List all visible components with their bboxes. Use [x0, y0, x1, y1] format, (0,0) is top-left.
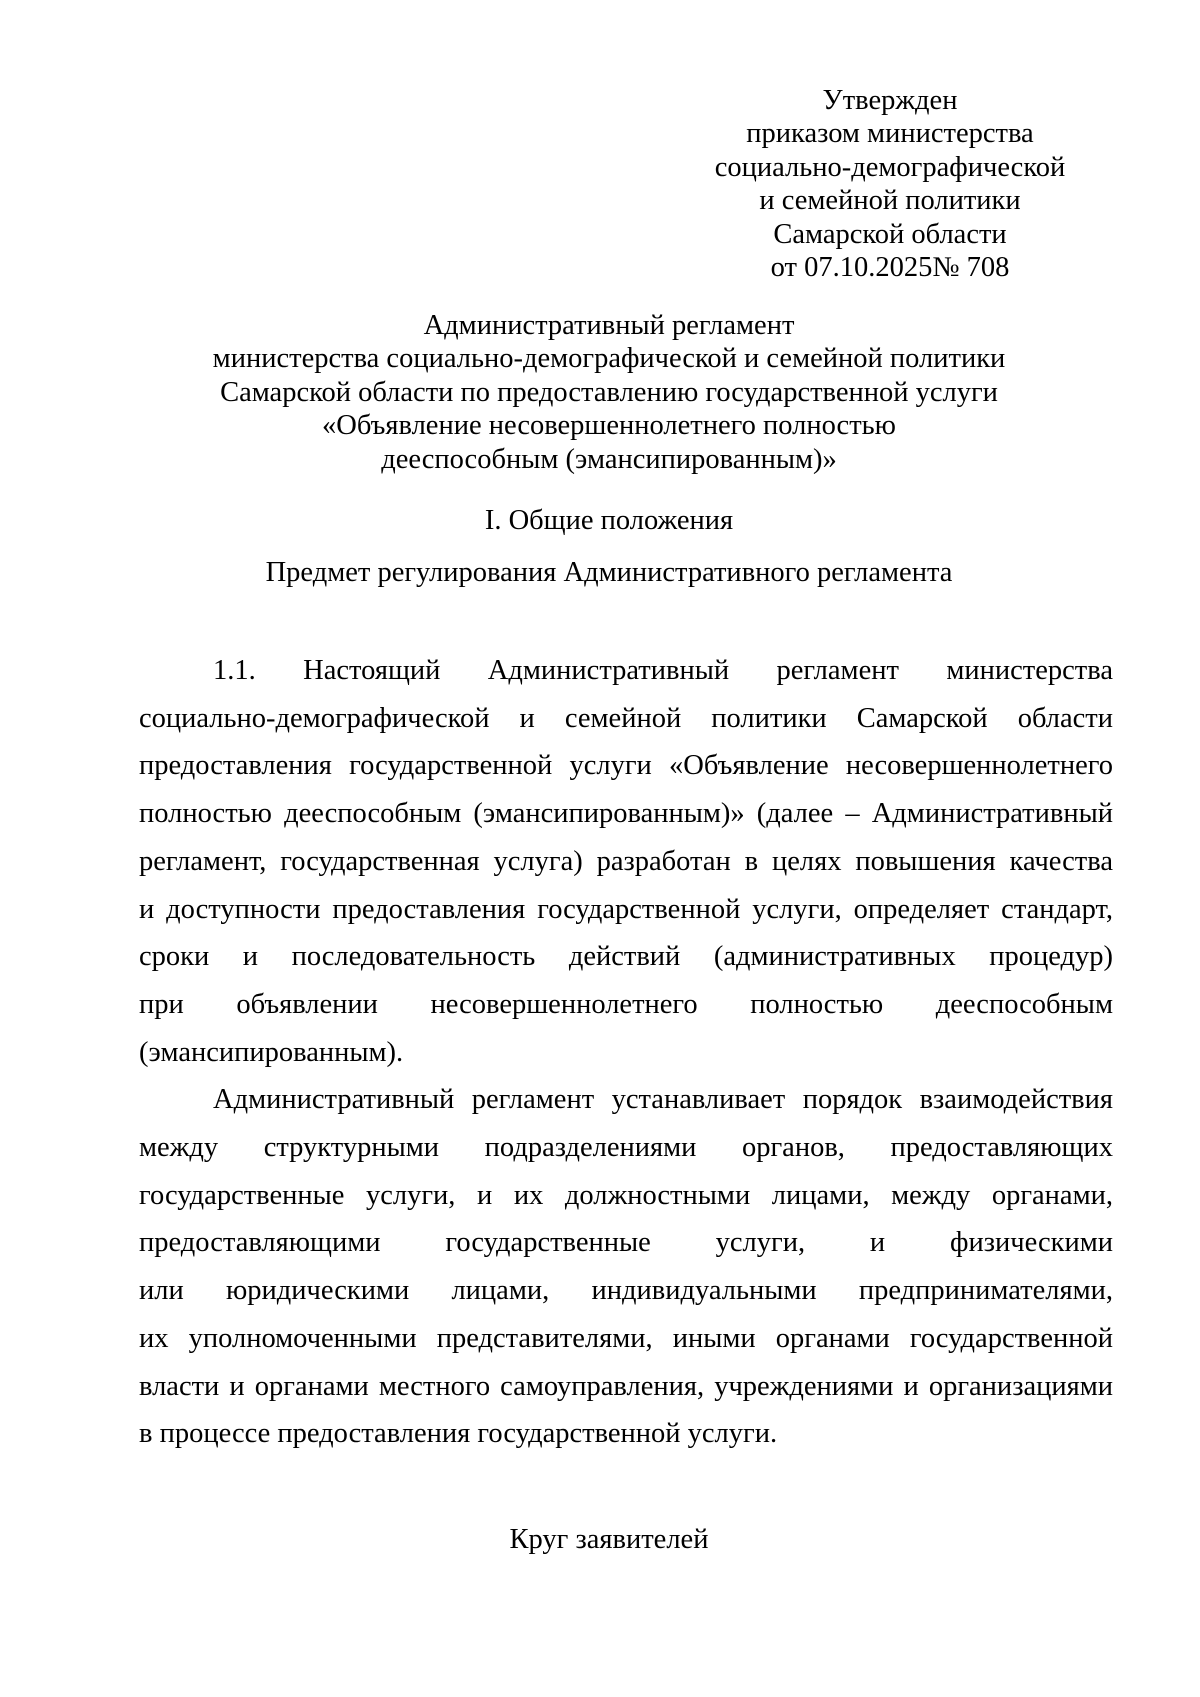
body-line: их уполномоченными представителями, иными органами государственной	[139, 1322, 1113, 1354]
subsection-heading: Предмет регулирования Административного регламента	[265, 557, 953, 588]
body-line: полностью дееспособным (эмансипированным)» (далее – Административный	[139, 798, 1113, 830]
body-line: предоставляющими государственные услуги, и физическими	[139, 1227, 1113, 1259]
paragraph-1	[139, 647, 1113, 1076]
body-line: предоставления государственной услуги «Объявление несовершеннолетнего	[139, 750, 1113, 782]
closing-heading: Круг заявителей	[509, 1524, 709, 1555]
body-line: (эмансипированным).	[139, 1036, 404, 1068]
body-line: при объявлении несовершеннолетнего полностью дееспособным	[139, 988, 1113, 1020]
approval-line: приказом министерства	[746, 118, 1034, 150]
approval-block	[705, 84, 1075, 284]
body-line: 1.1. Настоящий Административный регламент министерства	[213, 655, 1113, 686]
body-line: в процессе предоставления государственной услуги.	[139, 1418, 778, 1450]
body-line: государственные услуги, и их должностными лицами, между органами,	[139, 1179, 1113, 1211]
approval-line: от 07.10.2025№ 708	[770, 252, 1010, 284]
title-line: министерства социально-демографической и семейной политики	[212, 343, 1006, 375]
body-line: социально-демографической и семейной политики Самарской области	[139, 702, 1113, 734]
body-line: между структурными подразделениями органов, предоставляющих	[139, 1132, 1113, 1164]
body-line: Административный регламент устанавливает порядок взаимодействия	[213, 1084, 1113, 1116]
section-heading: I. Общие положения	[484, 505, 734, 536]
title-line: Самарской области по предоставлению государственной услуги	[220, 376, 998, 408]
body-text	[139, 647, 1113, 1458]
body-line: или юридическими лицами, индивидуальными предпринимателями,	[139, 1275, 1113, 1307]
approval-line: Самарской области	[773, 218, 1007, 250]
paragraph-2	[139, 1076, 1113, 1458]
title-line: дееспособным (эмансипированным)»	[381, 443, 837, 475]
body-line: и доступности предоставления государственной услуги, определяет стандарт,	[139, 893, 1113, 925]
approval-line: Утвержден	[822, 85, 958, 116]
approval-line: социально-демографической	[714, 151, 1066, 183]
title-line: Административный регламент	[423, 310, 795, 341]
document-title	[139, 309, 1079, 476]
body-line: регламент, государственная услуга) разработан в целях повышения качества	[139, 845, 1113, 877]
body-line: сроки и последовательность действий (административных процедур)	[139, 941, 1113, 973]
approval-line: и семейной политики	[759, 185, 1021, 217]
title-line: «Объявление несовершеннолетнего полностью	[322, 410, 896, 442]
body-line: власти и органами местного самоуправления, учреждениями и организациями	[139, 1370, 1113, 1402]
